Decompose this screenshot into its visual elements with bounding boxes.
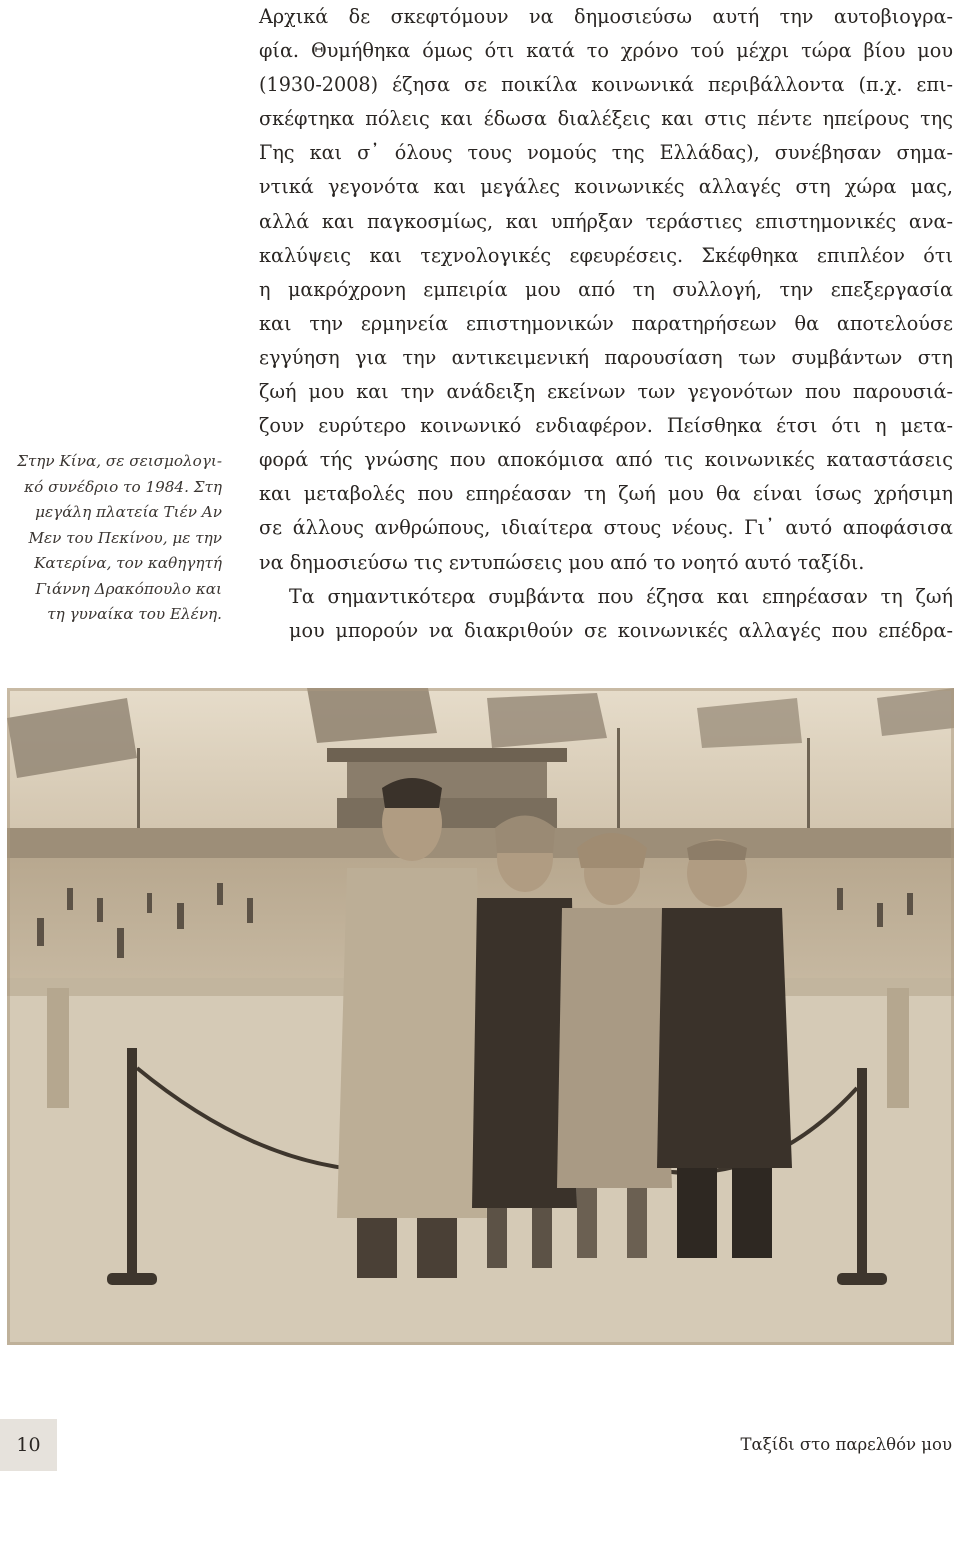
caption-line: μεγάλη πλατεία Τιέν Αν	[35, 503, 222, 521]
text-line: και μεταβολές που επηρέασαν τη ζωή μου θα είναι ίσως χρήσιμη	[259, 482, 953, 506]
text-line: Αρχικά δε σκεφτόμουν να δημοσιεύσω αυτή την αυτοβιογρα-	[259, 5, 953, 28]
caption-line: κό συνέδριο το 1984. Στη	[24, 477, 222, 496]
page-number: 10	[16, 1434, 41, 1456]
main-text	[259, 0, 953, 648]
paragraph-2	[259, 580, 953, 648]
paragraph-1	[259, 0, 953, 580]
caption-line: Στην Κίνα, σε σεισμολογι-	[17, 452, 222, 470]
photo-caption	[4, 449, 222, 628]
text-line: σε άλλους ανθρώπους, ιδιαίτερα στους νέους. Γι᾽ αυτό αποφάσισα	[259, 516, 953, 540]
text-line: να δημοσιεύσω τις εντυπώσεις μου από το νοητό αυτό ταξίδι.	[259, 550, 865, 574]
text-line: και την ερμηνεία επιστημονικών παρατηρήσεων θα αποτελούσε	[259, 311, 953, 335]
text-line: φορά τής γνώσης που αποκόμισα από τις κοινωνικές καταστάσεις	[259, 448, 953, 472]
text-line: η μακρόχρονη εμπειρία μου από τη συλλογή, την επεξεργασία	[259, 277, 953, 301]
text-line: μου μπορούν να διακριθούν σε κοινωνικές αλλαγές που επέδρα-	[289, 618, 953, 642]
text-line: ζωή μου και την ανάδειξη εκείνων των γεγονότων που παρουσιά-	[259, 380, 953, 404]
photo-illustration	[7, 688, 954, 1345]
text-line: Τα σημαντικότερα συμβάντα που έζησα και επηρέασαν τη ζωή	[289, 584, 953, 608]
text-line: σκέφτηκα πόλεις και έδωσα διαλέξεις και στις πέντε ηπείρους της	[259, 107, 953, 131]
photograph	[7, 688, 954, 1345]
text-line: καλύψεις και τεχνολογικές εφευρέσεις. Σκέφθηκα επιπλέον ότι	[259, 243, 953, 267]
text-line: ζουν ευρύτερο κοινωνικό ενδιαφέρον. Πείσθηκα έτσι ότι η μετα-	[259, 414, 953, 438]
caption-line: Γιάννη Δρακόπουλο και	[35, 579, 222, 598]
caption-line: Μεν του Πεκίνου, με την	[28, 528, 222, 547]
caption-line: τη γυναίκα του Ελένη.	[47, 605, 222, 623]
text-line: εγγύηση για την αντικειμενική παρουσίαση των συμβάντων στη	[259, 345, 953, 369]
text-line: (1930-2008) έζησα σε ποικίλα κοινωνικά περιβάλλοντα (π.χ. επι-	[259, 73, 953, 97]
text-line: ντικά γεγονότα και μεγάλες κοινωνικές αλλαγές στη χώρα μας,	[259, 175, 953, 199]
running-title: Ταξίδι στο παρελθόν μου	[740, 1435, 952, 1454]
caption-line: Κατερίνα, τον καθηγητή	[34, 554, 222, 572]
text-line: αλλά και παγκοσμίως, και υπήρξαν τεράστιες επιστημονικές ανα-	[259, 209, 953, 233]
text-line: Γης και σ᾽ όλους τους νομούς της Ελλάδας), συνέβησαν σημα-	[259, 141, 953, 165]
text-line: φία. Θυμήθηκα όμως ότι κατά το χρόνο τού μέχρι τώρα βίου μου	[259, 39, 953, 63]
